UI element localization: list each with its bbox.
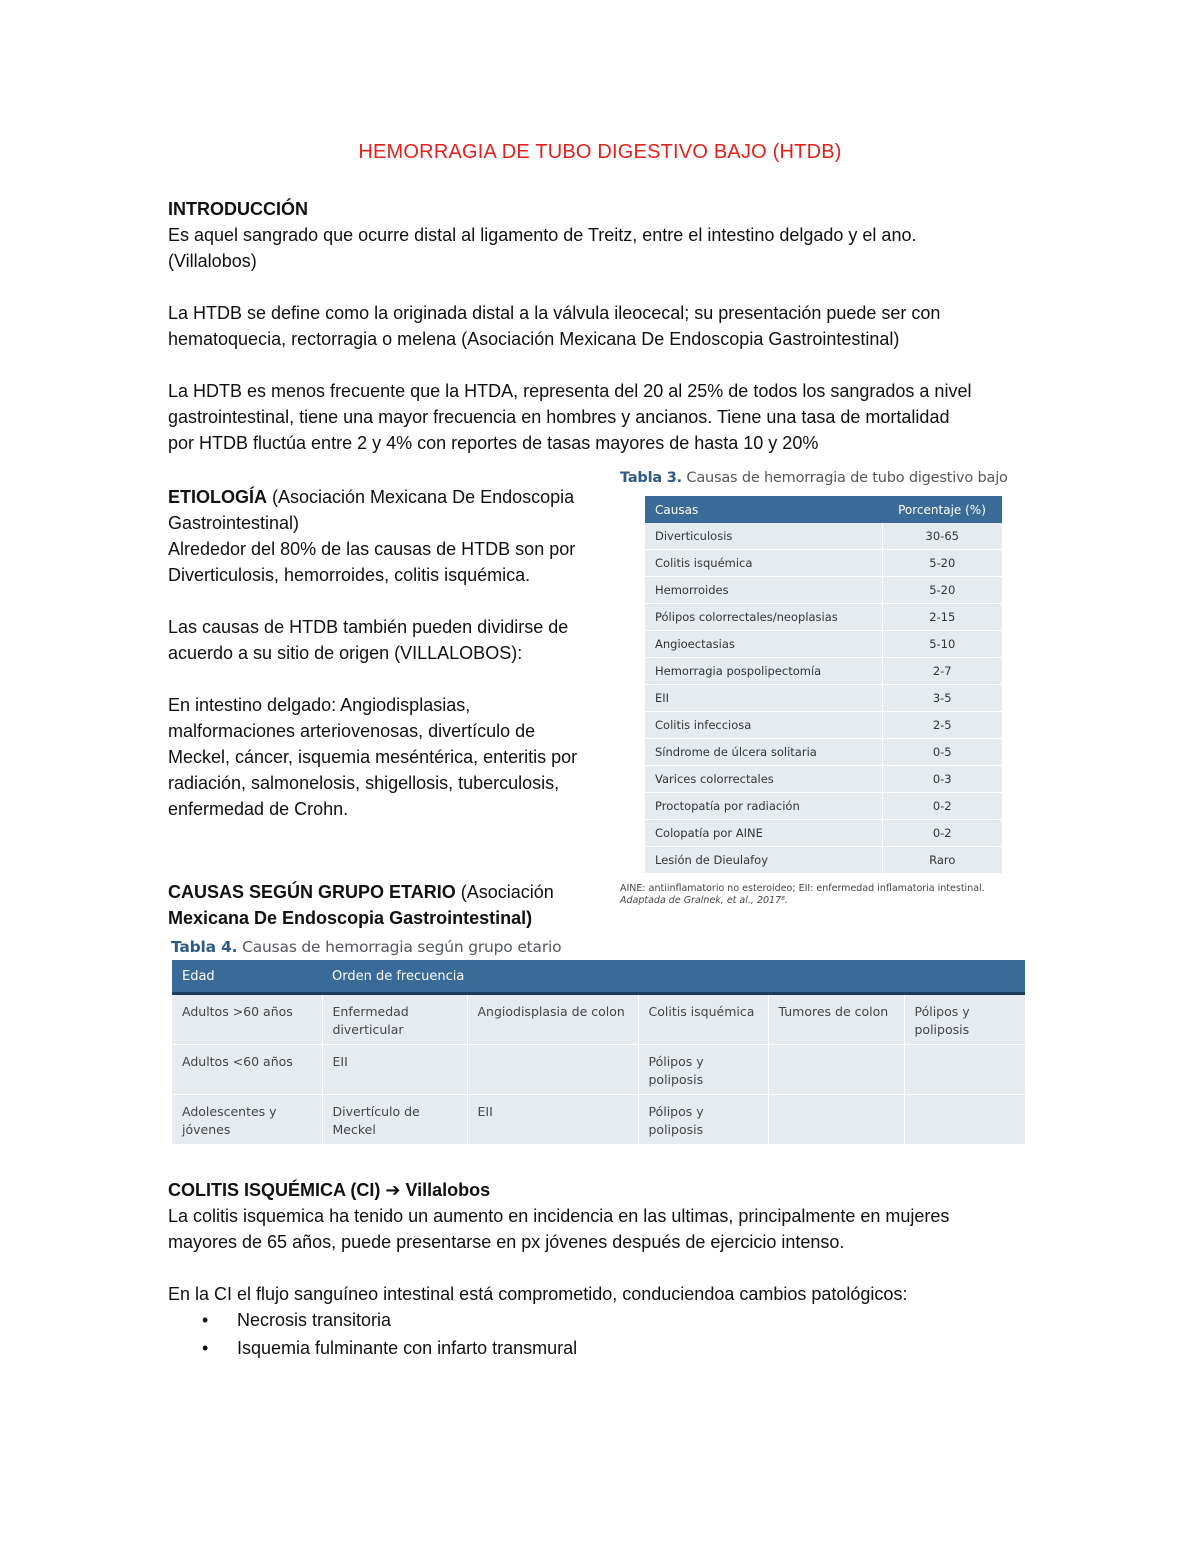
etiologia-section [168, 484, 623, 822]
table4-cell-causa [768, 1045, 904, 1095]
table3-cell-causa: Diverticulosis [645, 523, 882, 550]
table3-row [645, 631, 1002, 658]
colitis-heading [168, 1177, 1048, 1203]
table4-cell-edad: Adultos <60 años [172, 1045, 322, 1095]
table3-note-abbrev: AINE: antiinflamatorio no esteroideo; EII: enfermedad inflamatoria intestinal. [620, 883, 985, 894]
colitis-heading-ref: Villalobos [405, 1180, 491, 1200]
table3-cell-causa: Proctopatía por radiación [645, 793, 882, 820]
table3-cell-causa: Hemorragia pospolipectomía [645, 658, 882, 685]
intro-text: hematoquecia, rectorragia o melena (Asociación Mexicana De Endoscopia Gastrointestinal) [168, 329, 900, 349]
etiologia-text: radiación, salmonelosis, shigellosis, tuberculosis, [168, 773, 560, 793]
table3-cell-porcentaje: 2-7 [882, 658, 1002, 685]
table4-header-row [172, 960, 1025, 994]
table3-cell-causa: Pólipos colorrectales/neoplasias [645, 604, 882, 631]
table3-cell-porcentaje: 0-2 [882, 793, 1002, 820]
intro-text: (Villalobos) [168, 251, 257, 271]
etiologia-text: malformaciones arteriovenosas, divertículo de [168, 721, 536, 741]
table4-cell-causa [467, 1045, 638, 1095]
table3-cell-porcentaje: 2-15 [882, 604, 1002, 631]
colitis-bullet-text: Isquemia fulminante con infarto transmural [237, 1338, 578, 1358]
etiologia-text: enfermedad de Crohn. [168, 799, 349, 819]
bullet-dot-icon: • [202, 1338, 209, 1358]
table4-row [172, 1095, 1025, 1145]
table3-cell-porcentaje: 0-5 [882, 739, 1002, 766]
table3-cell-porcentaje: 2-5 [882, 712, 1002, 739]
table4-cell-edad: Adolescentes y jóvenes [172, 1095, 322, 1145]
intro-text: por HTDB fluctúa entre 2 y 4% con reportes de tasas mayores de hasta 10 y 20% [168, 433, 819, 453]
table4-cell-causa: Pólipos y poliposis [904, 994, 1025, 1045]
table4-col-orden: Orden de frecuencia [322, 960, 1025, 994]
etiologia-text: Alrededor del 80% de las causas de HTDB son por [168, 539, 576, 559]
causas-grupo-section [168, 879, 608, 931]
table3 [645, 496, 1002, 874]
table3-row [645, 550, 1002, 577]
etiologia-heading-ref: (Asociación Mexicana De Endoscopia [267, 487, 575, 507]
table4-cell-causa [768, 1095, 904, 1145]
arrow-right-icon: ➔ [385, 1180, 401, 1200]
table3-cell-porcentaje: Raro [882, 847, 1002, 874]
intro-text: La HDTB es menos frecuente que la HTDA, representa del 20 al 25% de todos los sangrados a nivel [168, 381, 972, 401]
table4-cell-causa: Angiodisplasia de colon [467, 994, 638, 1045]
etiologia-heading-bold: ETIOLOGÍA [168, 487, 267, 507]
table3-col-causas: Causas [645, 496, 882, 523]
table3-cell-porcentaje: 3-5 [882, 685, 1002, 712]
table3-cell-causa: EII [645, 685, 882, 712]
table3-body [645, 523, 1002, 874]
table3-row [645, 712, 1002, 739]
table4-row [172, 994, 1025, 1045]
table3-cell-causa: Varices colorrectales [645, 766, 882, 793]
table3-row [645, 793, 1002, 820]
table4-cell-causa: Pólipos y poliposis [638, 1045, 768, 1095]
intro-heading: INTRODUCCIÓN [168, 199, 308, 219]
table3-cell-porcentaje: 5-20 [882, 550, 1002, 577]
table3-cell-causa: Síndrome de úlcera solitaria [645, 739, 882, 766]
table3-cell-porcentaje: 30-65 [882, 523, 1002, 550]
etiologia-text: acuerdo a su sitio de origen (VILLALOBOS): [168, 643, 523, 663]
etiologia-text: Las causas de HTDB también pueden dividirse de [168, 617, 569, 637]
colitis-section [168, 1177, 1048, 1363]
table3-cell-porcentaje: 0-3 [882, 766, 1002, 793]
table3-caption-number: Tabla 3. [620, 470, 682, 486]
table4-row [172, 1045, 1025, 1095]
table4-cell-causa: Colitis isquémica [638, 994, 768, 1045]
table4-cell-causa: EII [322, 1045, 467, 1095]
table3-row [645, 820, 1002, 847]
intro-text: Es aquel sangrado que ocurre distal al ligamento de Treitz, entre el intestino delgado y el ano. [168, 225, 917, 245]
causas-grupo-heading-bold: CAUSAS SEGÚN GRUPO ETARIO [168, 882, 456, 902]
colitis-bullet-list [168, 1307, 1048, 1363]
table4-cell-causa: Tumores de colon [768, 994, 904, 1045]
etiologia-heading-ref: Gastrointestinal) [168, 513, 300, 533]
table3-row [645, 523, 1002, 550]
table3-row [645, 577, 1002, 604]
colitis-text: En la CI el flujo sanguíneo intestinal está comprometido, conduciendoa cambios patológicos: [168, 1284, 908, 1304]
table4-cell-causa [904, 1095, 1025, 1145]
etiologia-text: Meckel, cáncer, isquemia meséntérica, enteritis por [168, 747, 578, 767]
table4-cell-causa [904, 1045, 1025, 1095]
colitis-bullet-text: Necrosis transitoria [237, 1310, 392, 1330]
table3-row [645, 658, 1002, 685]
table3-header-row [645, 496, 1002, 523]
table3-caption-text: Causas de hemorragia de tubo digestivo bajo [682, 470, 1008, 486]
table3-note [620, 883, 985, 907]
etiologia-heading [168, 484, 623, 510]
table3-caption [620, 470, 1008, 486]
colitis-heading-text: COLITIS ISQUÉMICA (CI) [168, 1180, 381, 1200]
table3-cell-porcentaje: 5-20 [882, 577, 1002, 604]
table4 [172, 960, 1025, 1145]
table3-row [645, 766, 1002, 793]
table3-cell-causa: Colitis isquémica [645, 550, 882, 577]
table3-row [645, 685, 1002, 712]
table3-row [645, 604, 1002, 631]
table4-cell-edad: Adultos >60 años [172, 994, 322, 1045]
table3-cell-causa: Lesión de Dieulafoy [645, 847, 882, 874]
table4-cell-causa: Enfermedad diverticular [322, 994, 467, 1045]
table3-cell-porcentaje: 5-10 [882, 631, 1002, 658]
table3-cell-causa: Angioectasias [645, 631, 882, 658]
intro-text: gastrointestinal, tiene una mayor frecuencia en hombres y ancianos. Tiene una tasa de mortalidad [168, 407, 950, 427]
bullet-dot-icon: • [202, 1310, 209, 1330]
causas-grupo-heading [168, 879, 608, 905]
etiologia-text: En intestino delgado: Angiodisplasias, [168, 695, 471, 715]
table3-col-porcentaje: Porcentaje (%) [882, 496, 1002, 523]
table3-cell-porcentaje: 0-2 [882, 820, 1002, 847]
table3-cell-causa: Colopatía por AINE [645, 820, 882, 847]
table3-cell-causa: Hemorroides [645, 577, 882, 604]
table4-body [172, 994, 1025, 1145]
etiologia-text: Diverticulosis, hemorroides, colitis isquémica. [168, 565, 531, 585]
intro-text: La HTDB se define como la originada distal a la válvula ileocecal; su presentación puede ser con [168, 303, 941, 323]
colitis-bullet-item [168, 1335, 1048, 1363]
table3-row [645, 847, 1002, 874]
colitis-bullet-item [168, 1307, 1048, 1335]
table4-caption [171, 938, 561, 956]
document-title: HEMORRAGIA DE TUBO DIGESTIVO BAJO (HTDB) [358, 141, 842, 163]
table4-cell-causa: Pólipos y poliposis [638, 1095, 768, 1145]
causas-grupo-heading-line2: Mexicana De Endoscopia Gastrointestinal) [168, 908, 533, 928]
table4-caption-number: Tabla 4. [171, 938, 238, 956]
table3-note-source: Adaptada de Gralnek, et al., 2017⁸. [620, 895, 788, 906]
table3-cell-causa: Colitis infecciosa [645, 712, 882, 739]
colitis-text: mayores de 65 años, puede presentarse en px jóvenes después de ejercicio intenso. [168, 1232, 845, 1252]
table4-cell-causa: Divertículo de Meckel [322, 1095, 467, 1145]
table3-row [645, 739, 1002, 766]
intro-section [168, 196, 1048, 456]
table4-col-edad: Edad [172, 960, 322, 994]
causas-grupo-heading-ref: (Asociación [455, 882, 554, 902]
table4-cell-causa: EII [467, 1095, 638, 1145]
table4-caption-text: Causas de hemorragia según grupo etario [237, 938, 562, 956]
colitis-text: La colitis isquemica ha tenido un aumento en incidencia en las ultimas, principalmente en mujeres [168, 1206, 950, 1226]
